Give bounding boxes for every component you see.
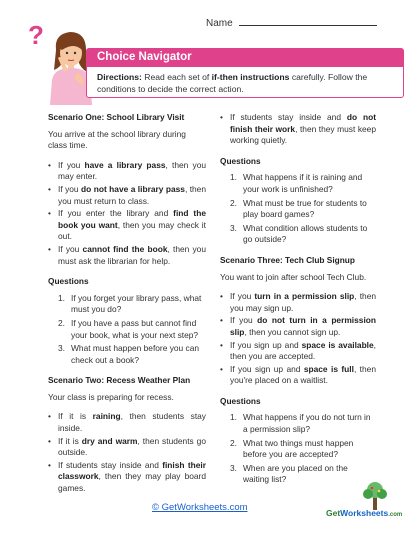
title-box [86, 48, 404, 98]
name-field [206, 17, 377, 29]
question-item: 3. When are you placed on the waiting list? [230, 462, 348, 485]
scenario-three-intro: You want to join after school Tech Club. [220, 271, 367, 282]
directions: Directions: Read each set of if-then instructions carefully. Follow the conditions to decide the correct action. [97, 72, 368, 94]
scenario-one-intro: You arrive at the school library during class time. [48, 128, 186, 151]
scenario-two-title: Scenario Two: Recess Weather Plan [48, 375, 191, 386]
rule-item: • If you have a library pass, then you may enter. [48, 160, 206, 183]
question-item: 1. What happens if you do not turn in a permission slip? [230, 412, 371, 435]
name-label: Name [206, 18, 233, 29]
right-column [220, 112, 376, 495]
question-mark-icon: ? [28, 20, 44, 50]
question-item: 3. What must happen before you can check out a book? [58, 343, 200, 365]
rule-item: • If you turn in a permission slip, then you may sign up. [220, 291, 376, 314]
questions-heading: Questions [220, 395, 261, 406]
logo-text: GetWorksheets.com [326, 508, 403, 518]
rule-item: • If you do not have a library pass, then you must return to class. [48, 184, 206, 207]
question-item: 1. What happens if it is raining and your work is unfinished? [230, 172, 363, 194]
tree-icon [360, 480, 390, 510]
scenario-two-intro: Your class is preparing for recess. [48, 391, 174, 402]
scenario-one-title: Scenario One: School Library Visit [48, 112, 185, 122]
left-column [48, 112, 206, 504]
worksheet-title: Choice Navigator [97, 51, 192, 63]
question-item: 3. What condition allows students to go outside? [230, 222, 368, 245]
getworksheets-link[interactable]: © GetWorksheets.com [152, 502, 248, 513]
rule-item: • If it is raining, then students stay inside. [48, 411, 206, 434]
scenario-one-rules [48, 160, 206, 267]
rule-item: • If you cannot find the book, then you must ask the librarian for help. [48, 244, 206, 267]
scenario-two-rules [48, 411, 206, 494]
rule-item: • If you sign up and space is full, then you're placed on a waitlist. [220, 364, 376, 387]
question-item: 1. If you forget your library pass, what must you do? [58, 292, 202, 315]
getworksheets-logo [320, 480, 403, 530]
question-item: 2. What must be true for students to play board games? [230, 197, 367, 220]
scenario-one-questions [48, 293, 206, 367]
scenario-two-rules-continued [220, 112, 376, 147]
rule-item: • If students stay inside and do not finish their work, then they must keep working quietly. [220, 112, 376, 147]
scenario-two-questions [220, 172, 376, 246]
question-item: 2. What two things must happen before you are accepted? [230, 437, 354, 460]
rule-item: • If you enter the library and find the book you want, then you may check it out. [48, 208, 206, 243]
rule-item: • If you sign up and space is available, then you are accepted. [220, 340, 376, 363]
scenario-three-rules [220, 291, 376, 387]
rule-item: • If it is dry and warm, then students go outside. [48, 436, 206, 459]
question-item: 2. If you have a pass but cannot find your book, what is your next step? [58, 317, 199, 340]
directions-label: Directions: [97, 72, 142, 82]
rule-item: • If you do not turn in a permission slip, then you cannot sign up. [220, 315, 376, 338]
questions-heading: Questions [220, 155, 261, 166]
questions-heading: Questions [48, 276, 89, 287]
scenario-three-title: Scenario Three: Tech Club Signup [220, 254, 355, 265]
rule-item: • If students stay inside and finish their classwork, then they may play board games. [48, 460, 206, 495]
scenario-three-questions [220, 412, 376, 486]
name-line [239, 17, 377, 26]
